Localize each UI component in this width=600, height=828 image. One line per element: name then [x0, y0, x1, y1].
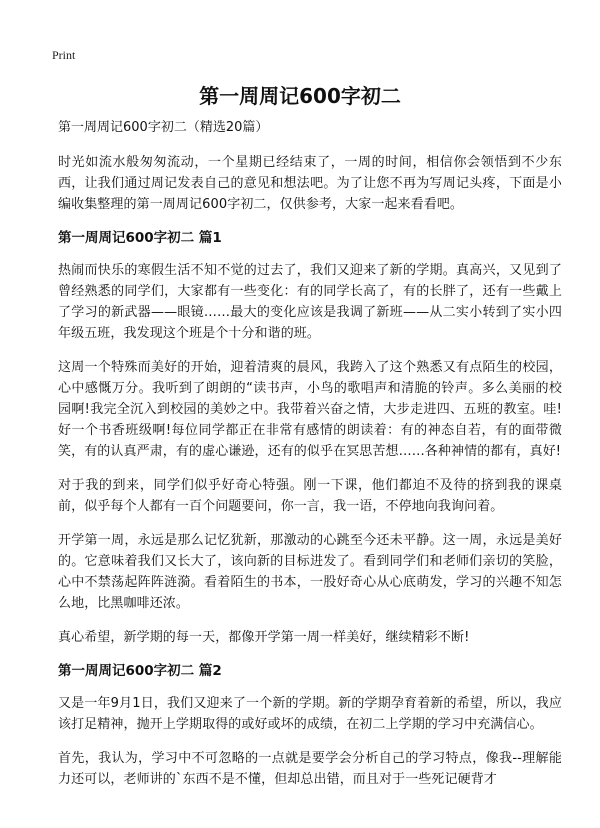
intro-paragraph: 时光如流水般匆匆流动，一个星期已经结束了，一周的时间，相信你会领悟到不少东西，让我们通过周记发表自己的意见和想法吧。为了让您不再为写周记头疼，下面是小编收集整理的第一周周记600字初二，仅供参考，大家一起来看看吧。 — [58, 155, 562, 212]
paragraph: 首先，我认为，学习中不可忽略的一点就是要学会分析自己的学习特点，像我--理解能力还可以，老师讲的`东西不是不懂，但却总出错，而且对于一些死记硬背才 — [58, 751, 562, 787]
paragraph: 又是一年9月1日，我们又迎来了一个新的学期。新的学期孕育着新的希望，所以，我应该打足精神，抛开上学期取得的或好或坏的成绩，在初二上学期的学习中充满信心。 — [58, 696, 562, 732]
document-body — [58, 118, 562, 803]
paragraph: 热闹而快乐的寒假生活不知不觉的过去了，我们又迎来了新的学期。真高兴，又见到了曾经熟悉的同学们，大家都有一些变化：有的同学长高了，有的长胖了，还有一些戴上了学习的新武器——眼镜……最大的变化应该是我调了新班——从二实小转到了实小四年级五班，我发现这个班是个十分和谐的班。 — [58, 263, 562, 341]
print-link[interactable]: Print — [52, 48, 76, 62]
paragraph: 这周一个特殊而美好的开始，迎着清爽的晨风，我跨入了这个熟悉又有点陌生的校园，心中感慨万分。我听到了朗朗的“读书声，小鸟的歌唱声和清脆的铃声。多么美丽的校园啊!我完全沉入到校园的美妙之中。我带着兴奋之情，大步走进四、五班的教室。哇!好一个书香班级啊!每位同学都正在非常有感情的朗读着：有的神态自若，有的面带微笑，有的认真严肃，有的虚心谦逊，还有的似乎在冥思苦想……各种神情的都有，真好! — [58, 360, 562, 459]
paragraph: 开学第一周，永远是那么记忆犹新，那激动的心跳至今还未平静。这一周，永远是美好的。它意味着我们又长大了，该向新的目标进发了。看到同学们和老师们亲切的笑脸，心中不禁荡起阵阵涟漪。看着陌生的书本，一股好奇心从心底萌发，学习的兴趣不知怎么地，比黑咖啡还浓。 — [58, 533, 562, 611]
document-subtitle: 第一周周记600字初二（精选20篇） — [58, 120, 269, 135]
paragraph: 真心希望，新学期的每一天，都像开学第一周一样美好，继续精彩不断! — [58, 630, 470, 645]
section-heading: 第一周周记600字初二 篇2 — [58, 663, 222, 679]
page-title: 第一周周记600字初二 — [199, 84, 401, 108]
paragraph: 对于我的到来，同学们似乎好奇心特强。刚一下课，他们都迫不及待的挤到我的课桌前，似乎每个人都有一百个问题要问，你一言，我一语，不停地向我询问着。 — [58, 478, 562, 514]
section-heading: 第一周周记600字初二 篇1 — [58, 230, 222, 246]
